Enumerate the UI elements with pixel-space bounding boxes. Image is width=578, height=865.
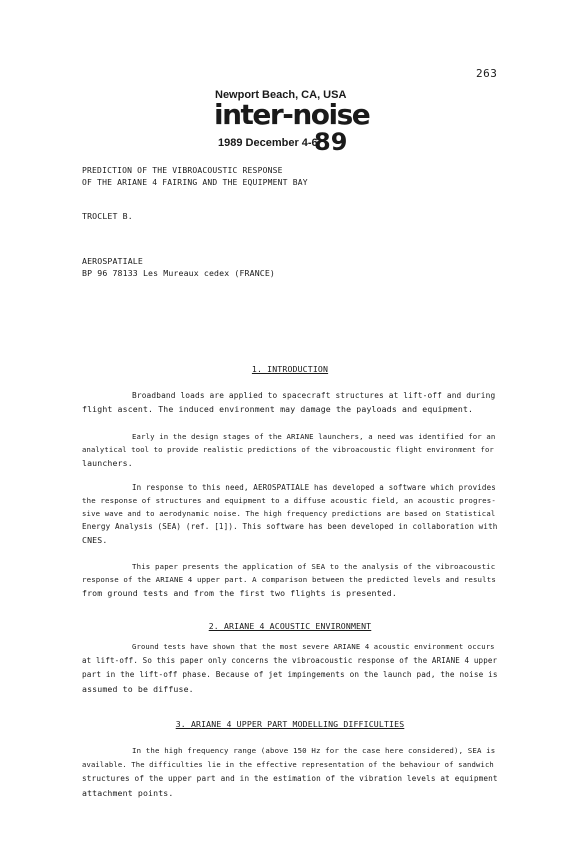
paragraph-line: launchers.: [82, 458, 133, 468]
paragraph-line: Broadband loads are applied to spacecraft structures at lift-off and during: [132, 391, 496, 400]
paragraph-line: Energy Analysis (SEA) (ref. [1]). This software has been developed in collaboration with: [82, 522, 498, 531]
paper-title-line-2: OF THE ARIANE 4 FAIRING AND THE EQUIPMENT BAY: [82, 178, 308, 187]
section-heading-2: [82, 620, 498, 632]
paragraph-line: from ground tests and from the first two flights is presented.: [82, 588, 397, 598]
conference-year: 89: [314, 128, 348, 156]
author: TROCLET B.: [82, 211, 133, 221]
section-heading-1: [82, 363, 498, 375]
paragraph-line: structures of the upper part and in the estimation of the vibration levels at equipment: [82, 774, 498, 783]
paragraph-line: the response of structures and equipment to a diffuse acoustic field, an acoustic progres-: [82, 496, 496, 505]
paper-title-line-1: PREDICTION OF THE VIBROACOUSTIC RESPONSE: [82, 166, 283, 175]
paragraph-line: part in the lift-off phase. Because of jet impingements on the launch pad, the noise is: [82, 670, 498, 679]
section-heading-3: [82, 718, 498, 730]
paragraph-line: available. The difficulties lie in the effective representation of the behaviour of sandwich: [82, 760, 494, 769]
page-number: 263: [476, 67, 498, 80]
paragraph-line: This paper presents the application of SEA to the analysis of the vibroacoustic: [132, 562, 496, 571]
conference-location: Newport Beach, CA, USA: [215, 89, 347, 101]
paragraph-line: In response to this need, AEROSPATIALE has developed a software which provides: [132, 483, 496, 492]
paragraph-line: In the high frequency range (above 150 Hz for the case here considered), SEA is: [132, 746, 496, 755]
conference-date: 1989 December 4-6: [218, 137, 318, 149]
paragraph-line: sive wave and to aerodynamic noise. The high frequency predictions are based on Statistical: [82, 509, 496, 518]
affiliation-address: BP 96 78133 Les Mureaux cedex (FRANCE): [82, 268, 276, 278]
paragraph-line: Ground tests have shown that the most severe ARIANE 4 acoustic environment occurs: [132, 642, 495, 651]
paragraph-line: Early in the design stages of the ARIANE launchers, a need was identified for an: [132, 432, 496, 441]
paragraph-line: attachment points.: [82, 788, 174, 798]
paragraph-line: assumed to be diffuse.: [82, 684, 194, 694]
paragraph-line: at lift-off. So this paper only concerns the vibroacoustic response of the ARIANE 4 upper: [82, 656, 498, 665]
paragraph-line: CNES.: [82, 535, 108, 545]
section-heading-3-text: 3. ARIANE 4 UPPER PART MODELLING DIFFICULTIES: [175, 719, 405, 729]
paragraph-line: flight ascent. The induced environment may damage the payloads and equipment.: [82, 404, 474, 414]
section-heading-2-text: 2. ARIANE 4 ACOUSTIC ENVIRONMENT: [208, 621, 372, 631]
conference-logo: inter-noise: [214, 98, 370, 131]
paragraph-line: response of the ARIANE 4 upper part. A comparison between the predicted levels and results: [82, 575, 496, 584]
section-heading-1-text: 1. INTRODUCTION: [251, 364, 329, 374]
paragraph-line: analytical tool to provide realistic predictions of the vibroacoustic flight environment for: [82, 445, 494, 454]
affiliation-org: AEROSPATIALE: [82, 256, 143, 266]
